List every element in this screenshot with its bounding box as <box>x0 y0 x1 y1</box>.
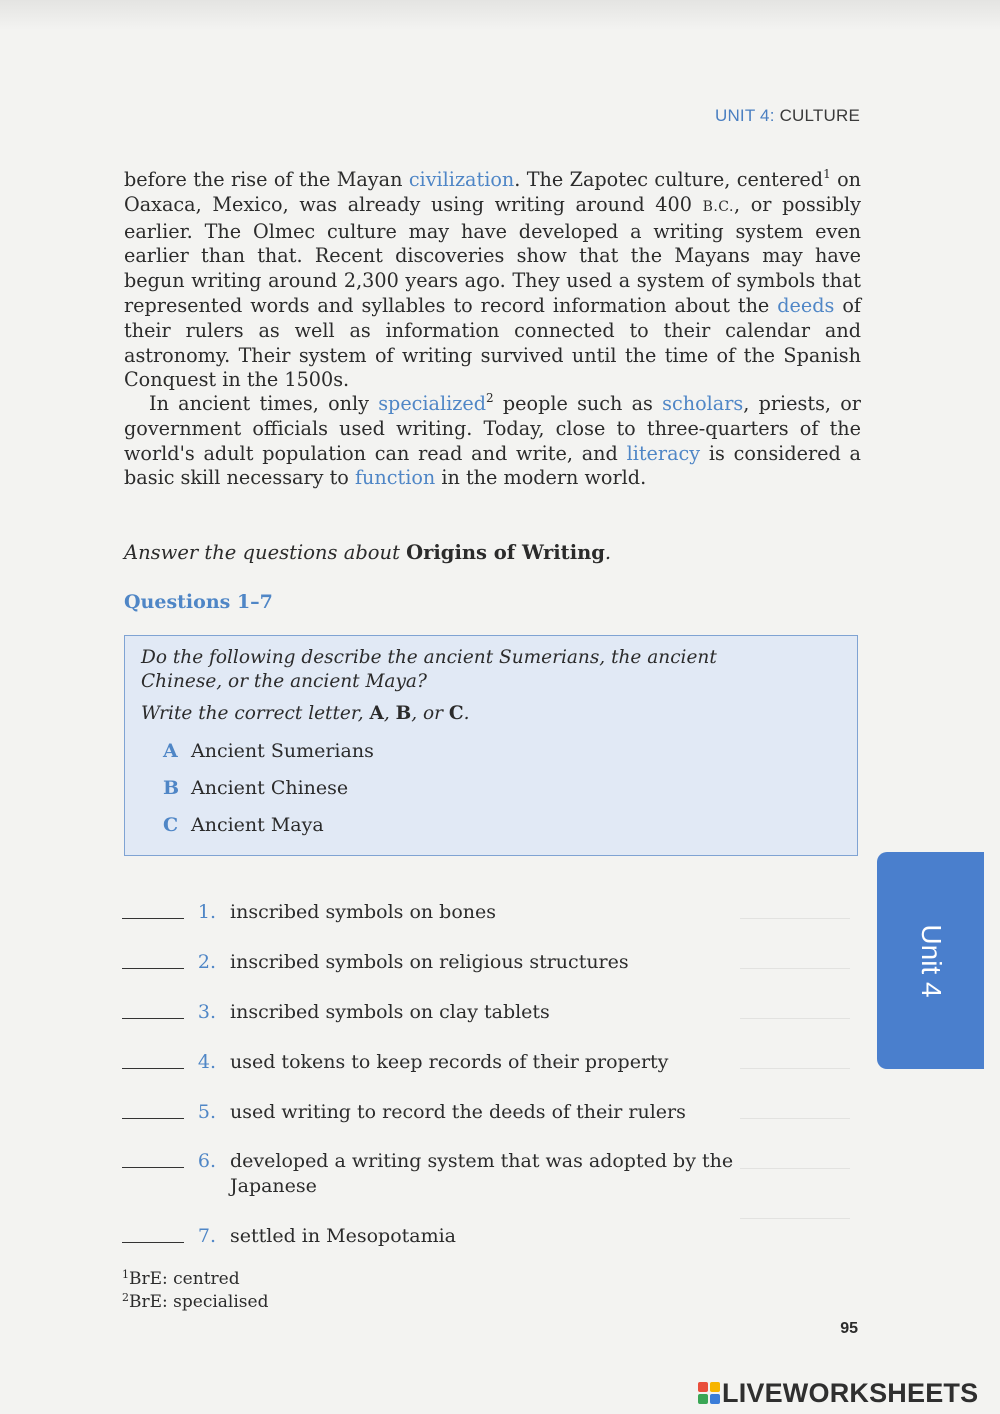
question-number: 7. <box>197 1225 216 1247</box>
question-text: inscribed symbols on bones <box>230 901 496 923</box>
brand-name: LIVEWORKSHEETS <box>722 1377 979 1408</box>
page-number: 95 <box>840 1320 858 1337</box>
questions-heading: Questions 1–7 <box>124 591 273 613</box>
question-number: 3. <box>197 1001 216 1023</box>
answer-blank[interactable] <box>122 1118 184 1119</box>
header-title: CULTURE <box>779 106 860 125</box>
option-a: A Ancient Sumerians <box>163 740 374 762</box>
question-number: 6. <box>197 1150 216 1172</box>
answer-blank[interactable] <box>122 1167 184 1168</box>
page-shadow <box>0 0 1000 30</box>
bleed-through-line <box>740 1218 850 1219</box>
footnote-ref-2: 2 <box>486 391 494 405</box>
unit-tab-label: Unit 4 <box>915 923 947 998</box>
answer-blank[interactable] <box>122 968 184 969</box>
question-text: inscribed symbols on religious structures <box>230 951 629 973</box>
question-text: used tokens to keep records of their property <box>230 1051 669 1073</box>
answer-blank[interactable] <box>122 918 184 919</box>
liveworksheets-brand <box>698 1378 978 1408</box>
question-number: 2. <box>197 951 216 973</box>
answer-blank[interactable] <box>122 1018 184 1019</box>
reading-paragraph-1: before the rise of the Mayan civilization. The Zapotec culture, centered$^1$ on Oaxaca, Mexico, was already using writing around 400 B.C., or possibly earlier. The Olmec culture may have developed a writing system even earlier than that. Recent discoveries show that the Mayans may have begun writing around 2,300 years ago. They used a system of symbols that represented words and syllables to record information about the deeds of their rulers as well as information connected to their calendar and astronomy. Their system of writing survived until the time of the Spanish Conquest in the 1500s. <box>124 167 861 392</box>
vocab-function: function <box>354 466 436 490</box>
footnote-2: $^2$BrE: specialised <box>122 1291 269 1312</box>
running-header <box>715 106 860 126</box>
question-number: 1. <box>197 901 216 923</box>
liveworksheets-logo-icon <box>698 1382 720 1404</box>
question-number: 5. <box>197 1101 216 1123</box>
footnote-1: $^1$BrE: centred <box>122 1268 240 1289</box>
instruction: Answer the questions about Origins of Writing. <box>124 541 612 564</box>
vocab-specialized: specialized <box>378 392 487 415</box>
option-b: B Ancient Chinese <box>163 777 349 799</box>
question-text: inscribed symbols on clay tablets <box>230 1001 550 1023</box>
answer-key-box <box>124 635 858 856</box>
question-text: developed a writing system that was adopted by the Japanese <box>230 1150 734 1197</box>
option-c: C Ancient Maya <box>163 814 324 836</box>
box-write-instruction: Write the correct letter, A, B, or C. <box>141 703 470 724</box>
passage-title: Origins of Writing <box>406 541 605 564</box>
unit-side-tab <box>877 852 984 1069</box>
answer-blank[interactable] <box>122 1242 184 1243</box>
question-text: used writing to record the deeds of their rulers <box>230 1101 686 1123</box>
box-prompt: Do the following describe the ancient Sumerians, the ancient Chinese, or the ancient Maya? <box>141 647 717 692</box>
header-unit: UNIT 4: <box>714 106 775 125</box>
question-text: settled in Mesopotamia <box>230 1225 457 1247</box>
vocab-scholars: scholars <box>662 392 744 415</box>
footnote-ref-1: 1 <box>823 167 831 181</box>
answer-blank[interactable] <box>122 1068 184 1069</box>
vocab-civilization: civilization <box>408 168 515 191</box>
reading-paragraph-2: In ancient times, only specialized$^2$ people such as scholars, priests, or government officials used writing. Today, close to three-quarters of the world's adult population can read and write, and literacy is considered a basic skill necessary to function in the modern world. <box>124 391 861 490</box>
vocab-literacy: literacy <box>626 441 701 465</box>
footnotes <box>122 1268 268 1314</box>
question-number: 4. <box>197 1051 216 1073</box>
vocab-deeds: deeds <box>777 293 835 317</box>
